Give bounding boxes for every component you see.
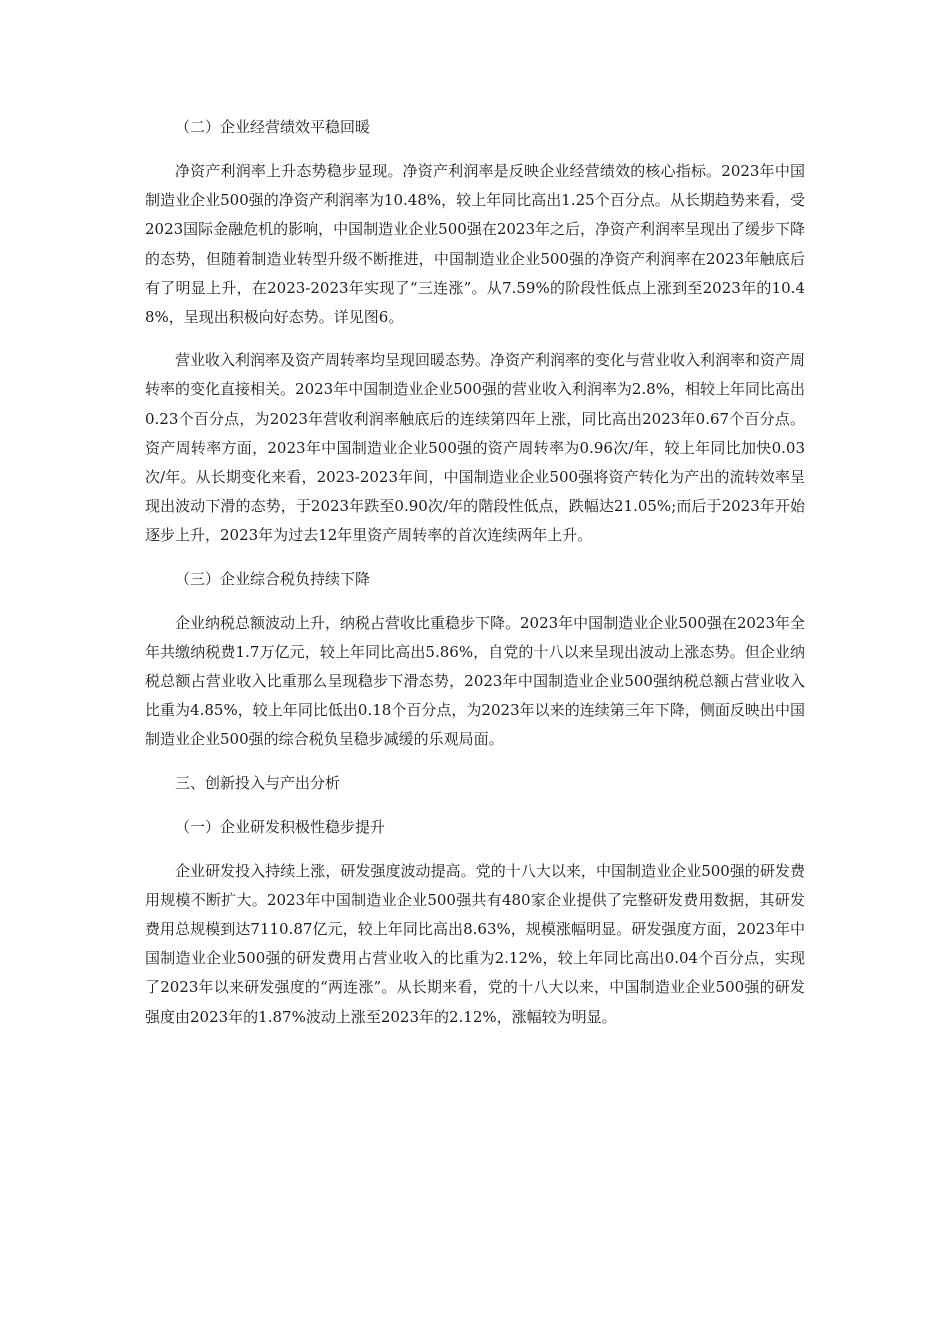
paragraph-rd: 企业研发投入持续上涨，研发强度波动提高。党的十八大以来，中国制造业企业500强的研发费用规模不断扩大。2023年中国制造业企业500强共有480家企业提供了完整研发费用数据，其研发费用总规模到达7110.87亿元，较上年同比高出8.63%，规模涨幅明显。研发强度方面，2023年中国制造业企业500强的研发费用占营业收入的比重为2.12%，较上年同比高出0.04个百分点，实现了2023年以来研发强度的“两连涨”。从长期来看，党的十八大以来，中国制造业企业500强的研发强度由2023年的1.87%波动上涨至2023年的2.12%，涨幅较为明显。	[145, 861, 805, 1026]
document-body	[145, 113, 805, 1046]
paragraph-roe: 净资产利润率上升态势稳步显现。净资产利润率是反映企业经营绩效的核心指标。2023年中国制造业企业500强的净资产利润率为10.48%，较上年同比高出1.25个百分点。从长期趋势来看，受2023国际金融危机的影响，中国制造业企业500强在2023年之后，净资产利润率呈现出了缓步下降的态势，但随着制造业转型升级不断推进，中国制造业企业500强的净资产利润率在2023年触底后有了明显上升，在2023-2023年实现了“三连涨”。从7.59%的阶段性低点上涨到至2023年的10.48%，呈现出积极向好态势。详见图6。	[145, 162, 805, 327]
section-heading-tax-burden: （三）企业综合税负持续下降	[175, 569, 371, 588]
section-heading-rd: （一）企业研发积极性稳步提升	[175, 817, 386, 836]
chapter-heading-innovation: 三、创新投入与产出分析	[175, 773, 341, 792]
section-heading-business-performance: （二）企业经营绩效平稳回暖	[175, 118, 371, 136]
paragraph-revenue-margin-asset-turnover: 营业收入利润率及资产周转率均呈现回暖态势。净资产利润率的变化与营业收入利润率和资产周转率的变化直接相关。2023年中国制造业企业500强的营业收入利润率为2.8%，相较上年同比高出0.23个百分点，为2023年营收利润率触底后的连续第四年上涨，同比高出2023年0.67个百分点。资产周转率方面，2023年中国制造业企业500强的资产周转率为0.96次/年，较上年同比加快0.03次/年。从长期变化来看，2023-2023年间，中国制造业企业500强将资产转化为产出的流转效率呈现出波动下滑的态势，于2023年跌至0.90次/年的階段性低点，跌幅达21.05%;而后于2023年开始逐步上升，2023年为过去12年里资产周转率的首次连续两年上升。	[145, 351, 806, 545]
paragraph-tax: 企业纳税总额波动上升，纳税占营收比重稳步下降。2023年中国制造业企业500强在2023年全年共缴纳税费1.7万亿元，较上年同比高出5.86%，自党的十八以来呈现出波动上涨态势。但企业纳税总额占营业收入比重那么呈现稳步下滑态势，2023年中国制造业企业500强纳税总额占营业收入比重为4.85%，较上年同比低出0.18个百分点，为2023年以来的连续第三年下降，侧面反映出中国制造业企业500强的综合税负呈稳步减缓的乐观局面。	[145, 613, 805, 749]
